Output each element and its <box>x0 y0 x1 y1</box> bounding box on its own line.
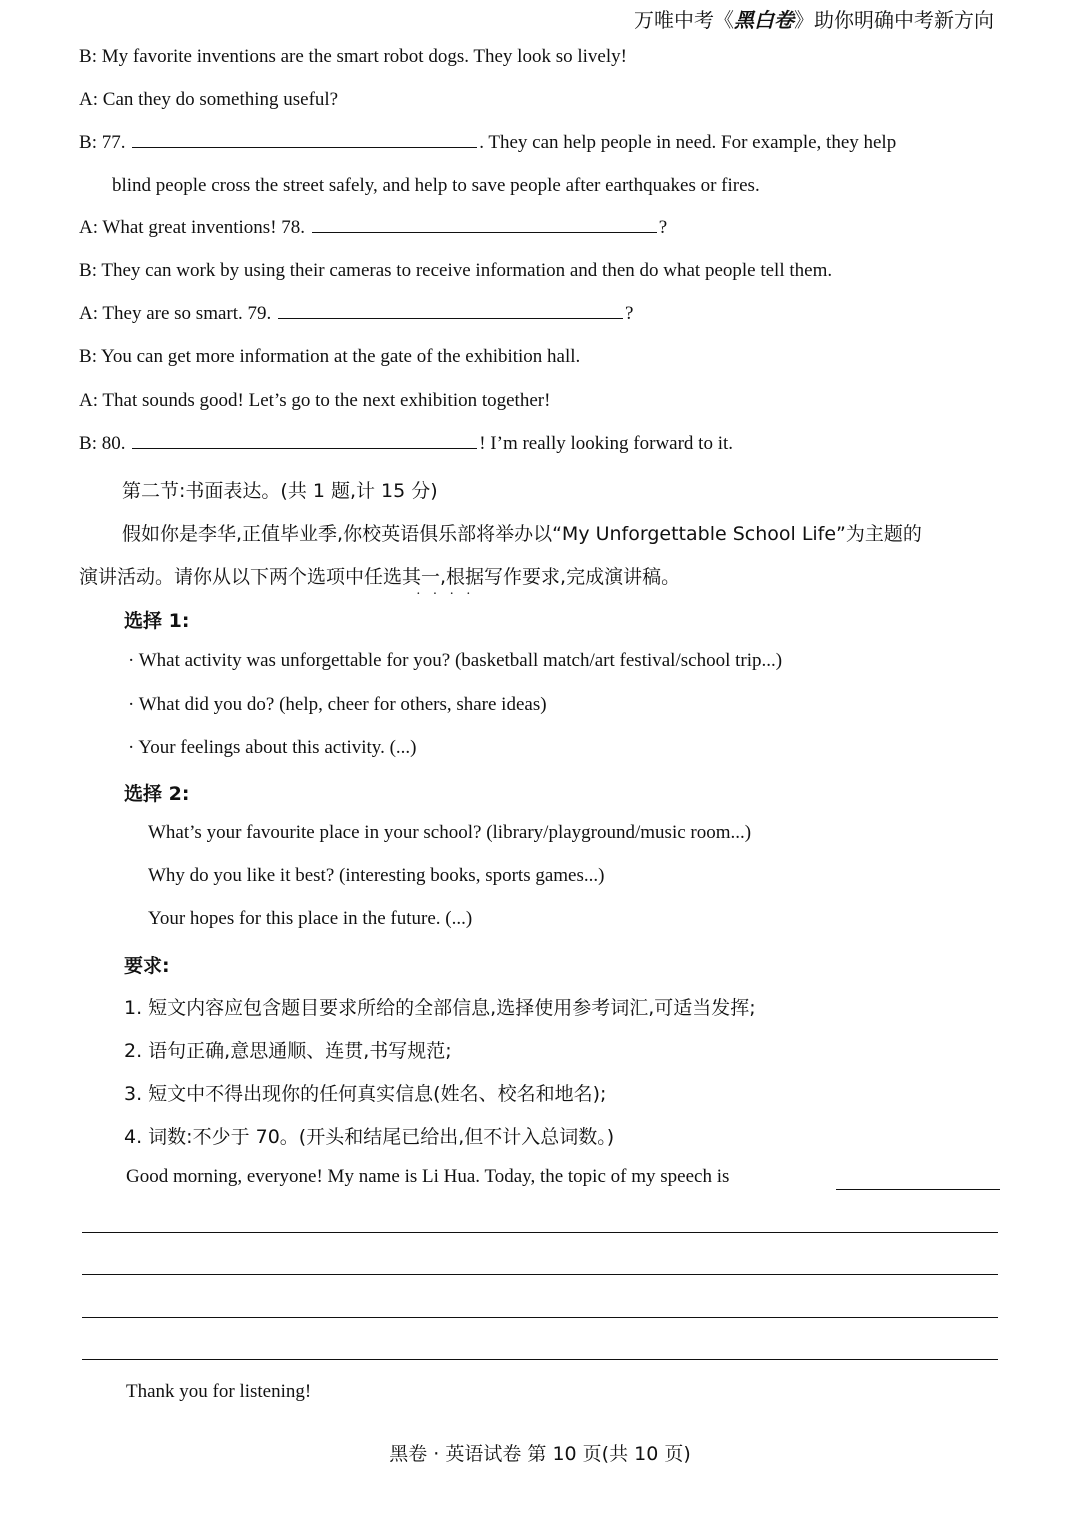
page-header: 万唯中考《黑白卷》助你明确中考新方向 <box>634 8 994 32</box>
dialogue-line: B: You can get more information at the gate of the exhibition hall. <box>79 346 581 367</box>
section-title: 第二节:书面表达。(共 1 题,计 15 分) <box>122 480 438 502</box>
requirements-label: 要求: <box>124 955 170 977</box>
dialogue-line: A: That sounds good! Let’s go to the next exhibition together! <box>79 390 551 411</box>
dialogue-line-continued: blind people cross the street safely, and help to save people after earthquakes or fires. <box>112 175 760 196</box>
emphasis-dots: ···· <box>416 587 483 602</box>
requirement-item: 1. 短文内容应包含题目要求所给的全部信息,选择使用参考词汇,可适当发挥; <box>124 997 756 1019</box>
dialogue-line-78: A: What great inventions! 78. ? <box>79 217 668 238</box>
answer-blank-78[interactable] <box>312 231 657 233</box>
option-1-item: · Your feelings about this activity. (...) <box>128 737 417 758</box>
requirement-item: 2. 语句正确,意思通顺、连贯,书写规范; <box>124 1040 452 1062</box>
option-2-label: 选择 2: <box>124 783 190 805</box>
option-1-item: · What did you do? (help, cheer for others, share ideas) <box>128 694 547 715</box>
dialogue-line: B: My favorite inventions are the smart robot dogs. They look so lively! <box>79 46 627 67</box>
dialogue-line: B: They can work by using their cameras to receive information and then do what people tell them. <box>79 260 833 281</box>
option-1-item: · What activity was unforgettable for you? (basketball match/art festival/school trip...) <box>128 650 783 671</box>
requirement-item: 3. 短文中不得出现你的任何真实信息(姓名、校名和地名); <box>124 1083 607 1105</box>
writing-line[interactable] <box>82 1359 998 1360</box>
topic-blank[interactable] <box>836 1188 1000 1190</box>
writing-prompt-continued: 演讲活动。请你从以下两个选项中任选其一,根据写作要求,完成演讲稿。 <box>79 566 681 588</box>
essay-closing: Thank you for listening! <box>126 1381 312 1402</box>
answer-blank-77[interactable] <box>132 146 477 148</box>
requirement-item: 4. 词数:不少于 70。(开头和结尾已给出,但不计入总词数。) <box>124 1126 615 1148</box>
writing-line[interactable] <box>82 1232 998 1233</box>
dialogue-line-80: B: 80. ! I’m really looking forward to it. <box>79 433 734 454</box>
dialogue-line-77: B: 77. . They can help people in need. For example, they help <box>79 132 897 153</box>
option-2-item: What’s your favourite place in your school? (library/playground/music room...) <box>148 822 752 843</box>
essay-opening: Good morning, everyone! My name is Li Hua. Today, the topic of my speech is <box>126 1166 730 1187</box>
writing-line[interactable] <box>82 1317 998 1318</box>
writing-line[interactable] <box>82 1274 998 1275</box>
answer-blank-80[interactable] <box>132 447 477 449</box>
page-footer: 黑卷 · 英语试卷 第 10 页(共 10 页) <box>389 1443 691 1465</box>
dialogue-line-79: A: They are so smart. 79. ? <box>79 303 634 324</box>
brand-name: 黑白卷 <box>734 8 794 32</box>
option-2-item: Why do you like it best? (interesting books, sports games...) <box>148 865 605 886</box>
writing-prompt: 假如你是李华,正值毕业季,你校英语俱乐部将举办以“My Unforgettable School Life”为主题的 <box>122 523 922 545</box>
option-1-label: 选择 1: <box>124 610 190 632</box>
answer-blank-79[interactable] <box>278 317 623 319</box>
option-2-item: Your hopes for this place in the future. (...) <box>148 908 473 929</box>
dialogue-line: A: Can they do something useful? <box>79 89 339 110</box>
